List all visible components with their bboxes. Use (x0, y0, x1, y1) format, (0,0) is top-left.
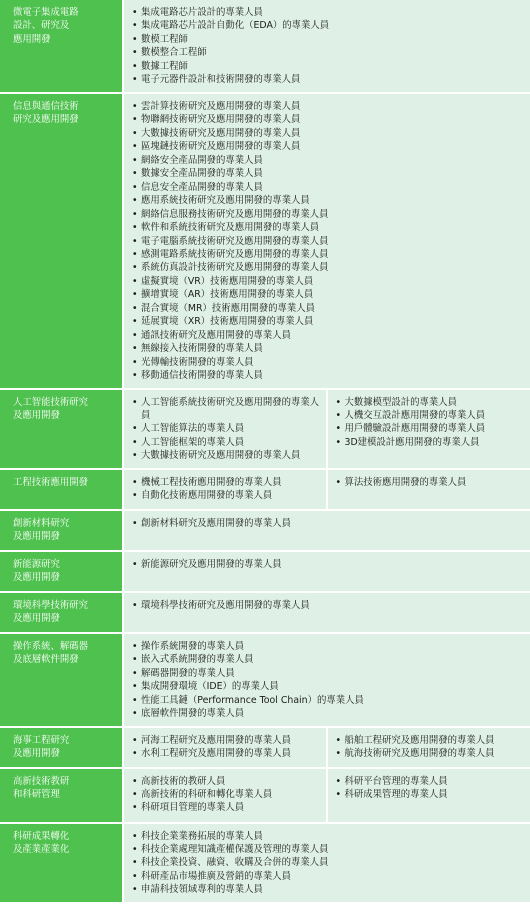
category-label: 創新材料研究 及應用開發 (13, 517, 118, 544)
category-label: 微電子集成電路 設計、研究及 應用開發 (13, 6, 118, 46)
category-cell (0, 469, 123, 510)
item-list (132, 640, 526, 721)
list-item: • 人工智能系統技術研究及應用開發的專業人員 (132, 396, 322, 423)
items-cell (123, 592, 530, 633)
list-item: • 移動通信技術開發的專業人員 (132, 369, 526, 382)
list-item: • 船舶工程研究及應用開發的專業人員 (336, 734, 527, 747)
list-item: • 大數據技術研究及應用開發的專業人員 (132, 127, 526, 140)
items-cell (123, 823, 530, 903)
category-cell (0, 0, 123, 93)
items-cell (123, 727, 327, 768)
item-list (336, 396, 527, 450)
table-row (0, 633, 530, 727)
list-item: • 申請科技領域專利的專業人員 (132, 883, 526, 896)
list-item: • 數據安全產品開發的專業人員 (132, 167, 526, 180)
list-item: • 操作系統開發的專業人員 (132, 640, 526, 653)
category-label: 人工智能技術研究 及應用開發 (13, 396, 118, 423)
items-cell-right (327, 389, 530, 469)
items-cell (123, 0, 530, 93)
table-row (0, 592, 530, 633)
category-label: 新能源研究 及應用開發 (13, 558, 118, 585)
list-item: • 新能源研究及應用開發的專業人員 (132, 558, 526, 571)
category-cell (0, 510, 123, 551)
category-cell (0, 768, 123, 823)
list-item: • 數模整合工程師 (132, 46, 526, 59)
table-row (0, 551, 530, 592)
items-cell (123, 93, 530, 389)
item-list (336, 734, 527, 761)
table-row (0, 469, 530, 510)
list-item: • 光傳輸技術開發的專業人員 (132, 356, 526, 369)
list-item: • 大數據模型設計的專業人員 (336, 396, 527, 409)
item-list (336, 775, 527, 802)
list-item: • 通訊技術研究及應用開發的專業人員 (132, 329, 526, 342)
category-cell (0, 823, 123, 903)
list-item: • 科研產品市場推廣及營銷的專業人員 (132, 870, 526, 883)
list-item: • 航海技術研究及應用開發的專業人員 (336, 747, 527, 760)
list-item: • 延展實境（XR）技術應用開發的專業人員 (132, 315, 526, 328)
list-item: • 科技企業投資、融資、收購及合併的專業人員 (132, 856, 526, 869)
list-item: • 高新技術的科研和轉化專業人員 (132, 788, 322, 801)
items-cell (123, 633, 530, 727)
item-list (132, 100, 526, 383)
items-cell (123, 551, 530, 592)
category-label: 環境科學技術研究 及應用開發 (13, 599, 118, 626)
list-item: • 人工智能算法的專業人員 (132, 422, 322, 435)
list-item: • 大數據技術研究及應用開發的專業人員 (132, 449, 322, 462)
list-item: • 擴增實境（AR）技術應用開發的專業人員 (132, 288, 526, 301)
list-item: • 集成開發環境（IDE）的專業人員 (132, 680, 526, 693)
list-item: • 算法技術應用開發的專業人員 (336, 476, 527, 489)
category-cell (0, 592, 123, 633)
list-item: • 水利工程研究及應用開發的專業人員 (132, 747, 322, 760)
item-list (132, 517, 526, 530)
list-item: • 區塊鏈技術研究及應用開發的專業人員 (132, 140, 526, 153)
item-list (132, 6, 526, 87)
list-item: • 用戶體驗設計應用開發的專業人員 (336, 422, 527, 435)
list-item: • 科研成果管理的專業人員 (336, 788, 527, 801)
items-cell-right (327, 768, 530, 823)
list-item: • 機械工程技術應用開發的專業人員 (132, 476, 322, 489)
list-item: • 數模工程師 (132, 33, 526, 46)
list-item: • 物聯網技術研究及應用開發的專業人員 (132, 113, 526, 126)
item-list (132, 830, 526, 897)
list-item: • 網絡信息服務技術研究及應用開發的專業人員 (132, 208, 526, 221)
list-item: • 電子電腦系統技術研究及應用開發的專業人員 (132, 235, 526, 248)
list-item: • 系統仿真設計技術研究及應用開發的專業人員 (132, 261, 526, 274)
list-item: • 數據工程師 (132, 60, 526, 73)
list-item: • 虛擬實境（VR）技術應用開發的專業人員 (132, 275, 526, 288)
item-list (132, 476, 322, 503)
list-item: • 軟件和系統技術研究及應用開發的專業人員 (132, 221, 526, 234)
item-list (132, 734, 322, 761)
category-label: 高新技術教研 和科研管理 (13, 775, 118, 802)
list-item: • 集成電路芯片設計自動化（EDA）的專業人員 (132, 19, 526, 32)
list-item: • 信息安全產品開發的專業人員 (132, 181, 526, 194)
item-list (132, 396, 322, 463)
items-cell (123, 389, 327, 469)
items-cell (123, 510, 530, 551)
list-item: • 電子元器件設計和技術開發的專業人員 (132, 73, 526, 86)
category-cell (0, 727, 123, 768)
table-row (0, 0, 530, 93)
table-row (0, 768, 530, 823)
list-item: • 解碼器開發的專業人員 (132, 667, 526, 680)
category-label: 操作系統、解碼器 及底層軟件開發 (13, 640, 118, 667)
list-item: • 自動化技術應用開發的專業人員 (132, 489, 322, 502)
list-item: • 科技企業業務拓展的專業人員 (132, 830, 526, 843)
list-item: • 科研平台管理的專業人員 (336, 775, 527, 788)
list-item: • 科研項目管理的專業人員 (132, 801, 322, 814)
list-item: • 感測電路系統技術研究及應用開發的專業人員 (132, 248, 526, 261)
list-item: • 科技企業處理知識產權保護及管理的專業人員 (132, 843, 526, 856)
items-cell-right (327, 727, 530, 768)
items-cell (123, 768, 327, 823)
items-cell-right (327, 469, 530, 510)
items-cell (123, 469, 327, 510)
item-list (132, 558, 526, 571)
table-row (0, 93, 530, 389)
table-row (0, 823, 530, 903)
list-item: • 高新技術的教研人員 (132, 775, 322, 788)
list-item: • 應用系統技術研究及應用開發的專業人員 (132, 194, 526, 207)
list-item: • 嵌入式系統開發的專業人員 (132, 653, 526, 666)
list-item: • 環境科學技術研究及應用開發的專業人員 (132, 599, 526, 612)
category-label: 信息與通信技術 研究及應用開發 (13, 100, 118, 127)
list-item: • 人機交互設計應用開發的專業人員 (336, 409, 527, 422)
list-item: • 底層軟件開發的專業人員 (132, 707, 526, 720)
list-item: • 性能工具鏈（Performance Tool Chain）的專業人員 (132, 694, 526, 707)
category-label: 工程技術應用開發 (13, 476, 118, 489)
category-cell (0, 93, 123, 389)
category-cell (0, 389, 123, 469)
list-item: • 網絡安全產品開發的專業人員 (132, 154, 526, 167)
item-list (132, 775, 322, 815)
category-label: 海事工程研究 及應用開發 (13, 734, 118, 761)
table-row (0, 510, 530, 551)
list-item: • 混合實境（MR）技術應用開發的專業人員 (132, 302, 526, 315)
category-cell (0, 551, 123, 592)
category-cell (0, 633, 123, 727)
table-row (0, 727, 530, 768)
list-item: • 雲計算技術研究及應用開發的專業人員 (132, 100, 526, 113)
list-item: • 3D建模設計應用開發的專業人員 (336, 436, 527, 449)
list-item: • 創新材料研究及應用開發的專業人員 (132, 517, 526, 530)
item-list (336, 476, 527, 489)
list-item: • 河海工程研究及應用開發的專業人員 (132, 734, 322, 747)
list-item: • 人工智能框架的專業人員 (132, 436, 322, 449)
table-row (0, 389, 530, 469)
category-label: 科研成果轉化 及產業產業化 (13, 830, 118, 857)
list-item: • 集成電路芯片設計的專業人員 (132, 6, 526, 19)
item-list (132, 599, 526, 612)
list-item: • 無線接入技術開發的專業人員 (132, 342, 526, 355)
